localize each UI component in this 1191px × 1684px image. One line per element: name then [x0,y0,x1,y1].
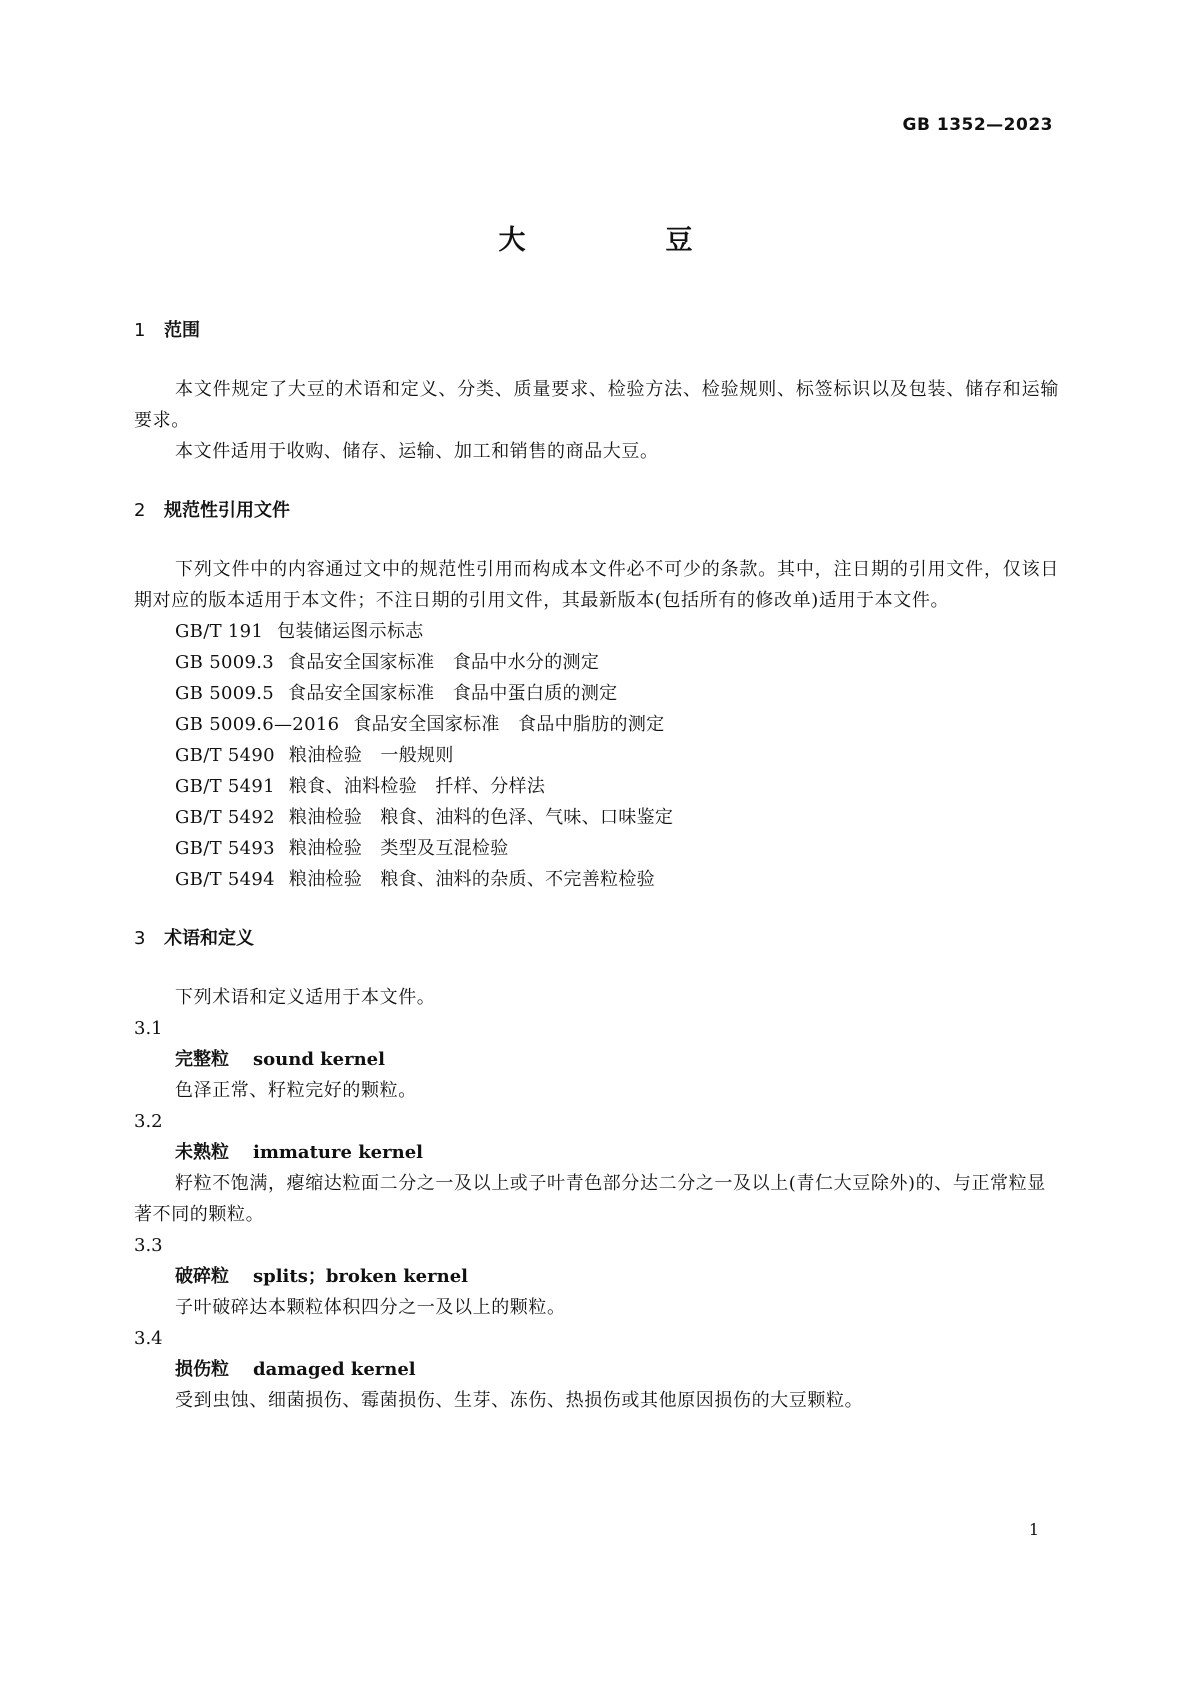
term-definition: 受到虫蚀、细菌损伤、霉菌损伤、生芽、冻伤、热损伤或其他原因损伤的大豆颗粒。 [175,1390,864,1411]
term-en: sound kernel [253,1049,385,1070]
term-heading [134,1261,1059,1292]
reference-item [134,864,1059,895]
paragraph: 下列文件中的内容通过文中的规范性引用而构成本文件必不可少的条款。其中，注日期的引用文件，仅该日期对应的版本适用于本文件；不注日期的引用文件，其最新版本(包括所有的修改单)适用于本文件。 [134,559,1059,611]
term-entry [134,1323,1059,1416]
term-definition: 籽粒不饱满，瘪缩达粒面二分之一及以上或子叶青色部分达二分之一及以上(青仁大豆除外)的、与正常粒显著不同的颗粒。 [134,1173,1046,1225]
term-zh: 破碎粒 [175,1266,229,1287]
paragraph: 本文件规定了大豆的术语和定义、分类、质量要求、检验方法、检验规则、标签标识以及包装、储存和运输要求。 [134,379,1059,431]
term-en: damaged kernel [253,1359,416,1380]
term-en: immature kernel [253,1142,423,1163]
term-zh: 未熟粒 [175,1142,229,1163]
reference-title: 食品安全国家标准 食品中脂肪的测定 [353,714,665,735]
term-heading [134,1354,1059,1385]
reference-item [134,740,1059,771]
reference-title: 粮食、油料检验 扦样、分样法 [288,776,546,797]
term-entry [134,1230,1059,1323]
term-number: 3.4 [134,1328,163,1349]
reference-code: GB/T 5491 [175,776,275,797]
term-heading [134,1137,1059,1168]
reference-code: GB/T 5492 [175,807,275,828]
section-heading-normative-references [134,498,1059,524]
reference-code: GB 5009.3 [175,652,275,673]
term-number: 3.1 [134,1018,163,1039]
doc-title-char-2: 豆 [665,225,693,256]
section-title: 范围 [164,320,200,341]
reference-code: GB 5009.6—2016 [175,714,340,735]
doc-title [0,218,1191,257]
reference-list [134,616,1059,895]
reference-title: 食品安全国家标准 食品中水分的测定 [288,652,600,673]
reference-item [134,833,1059,864]
reference-item [134,709,1059,740]
section-heading-scope [134,318,1059,344]
term-entry [134,1013,1059,1106]
reference-title: 粮油检验 一般规则 [288,745,454,766]
reference-title: 食品安全国家标准 食品中蛋白质的测定 [288,683,618,704]
reference-item [134,616,1059,647]
term-definition: 子叶破碎达本颗粒体积四分之一及以上的颗粒。 [175,1297,566,1318]
reference-item [134,647,1059,678]
term-zh: 完整粒 [175,1049,229,1070]
paragraph: 下列术语和定义适用于本文件。 [175,987,436,1008]
term-heading [134,1044,1059,1075]
term-en: splits；broken kernel [253,1266,468,1287]
doc-title-char-1: 大 [498,225,526,256]
section-number: 3 [134,928,146,949]
doc-number: GB 1352—2023 [902,115,1053,135]
reference-item [134,678,1059,709]
section-number: 1 [134,320,146,341]
reference-code: GB 5009.5 [175,683,275,704]
reference-code: GB/T 5493 [175,838,275,859]
reference-title: 粮油检验 粮食、油料的色泽、气味、口味鉴定 [288,807,674,828]
reference-title: 粮油检验 粮食、油料的杂质、不完善粒检验 [288,869,655,890]
reference-code: GB/T 5494 [175,869,275,890]
section-heading-terms-and-definitions [134,926,1059,952]
reference-code: GB/T 5490 [175,745,275,766]
reference-item [134,802,1059,833]
section-title: 术语和定义 [164,928,254,949]
term-zh: 损伤粒 [175,1359,229,1380]
term-number: 3.2 [134,1111,163,1132]
term-definition: 色泽正常、籽粒完好的颗粒。 [175,1080,417,1101]
page-number: 1 [1028,1520,1039,1539]
term-entry [134,1106,1059,1230]
reference-title: 粮油检验 类型及互混检验 [288,838,509,859]
reference-code: GB/T 191 [175,621,264,642]
reference-title: 包装储运图示标志 [277,621,424,642]
section-title: 规范性引用文件 [164,500,290,521]
reference-item [134,771,1059,802]
section-number: 2 [134,500,146,521]
term-number: 3.3 [134,1235,163,1256]
paragraph: 本文件适用于收购、储存、运输、加工和销售的商品大豆。 [175,441,659,462]
document-body [134,318,1059,1416]
